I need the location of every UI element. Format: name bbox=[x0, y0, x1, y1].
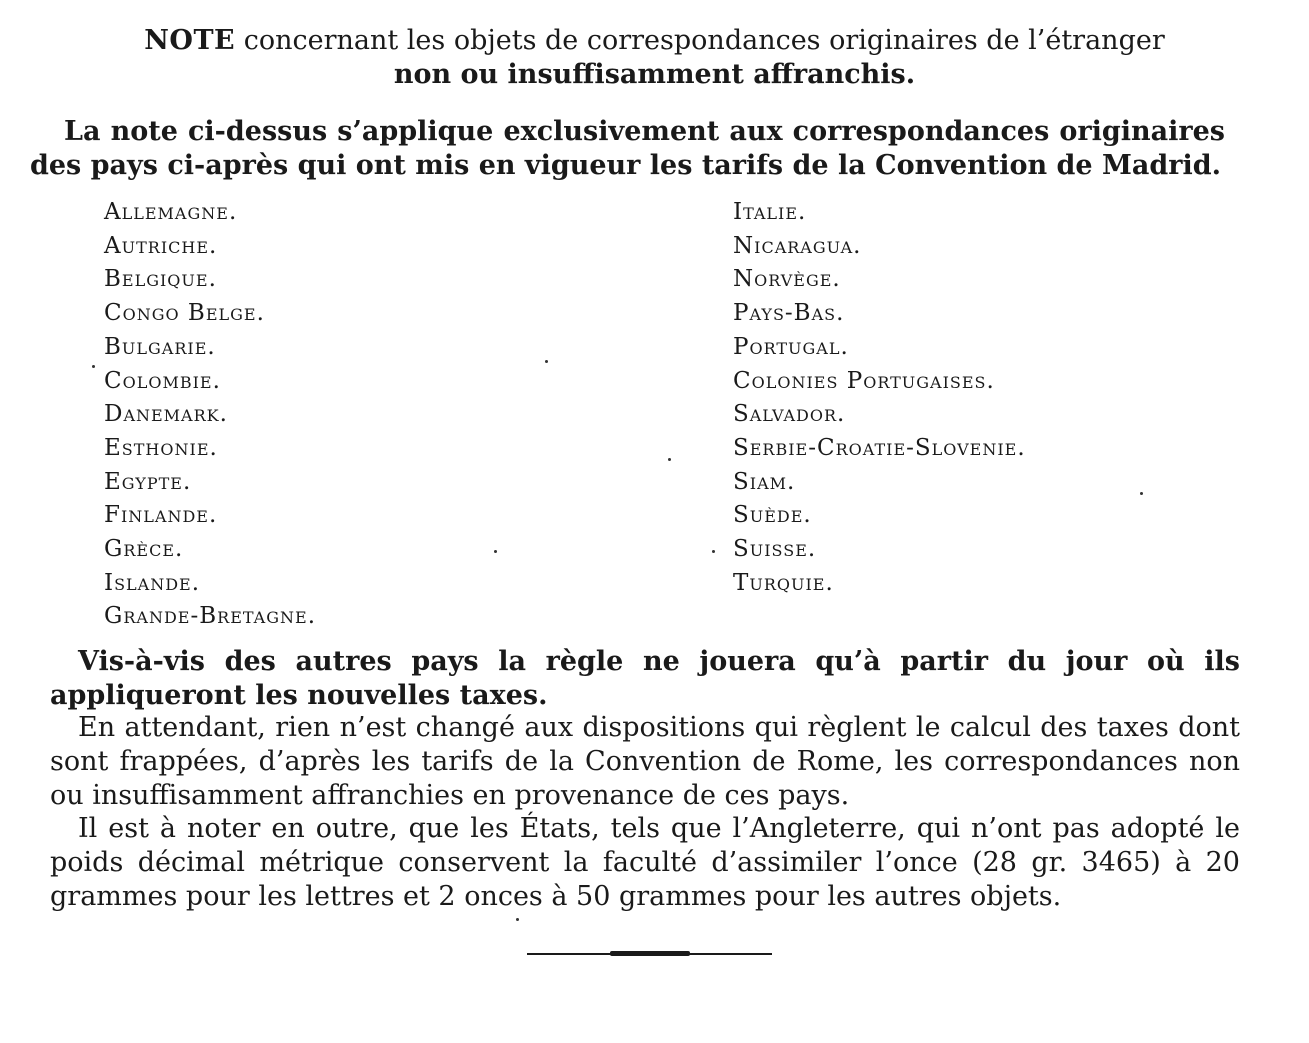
country-item: Turquie. bbox=[733, 569, 834, 596]
print-speck bbox=[1140, 492, 1143, 495]
country-item: Pays-Bas. bbox=[733, 300, 845, 327]
country-item: Suède. bbox=[733, 502, 812, 529]
country-item: Colonies Portugaises. bbox=[733, 367, 995, 394]
country-item: Congo Belge. bbox=[104, 300, 265, 327]
country-list-right bbox=[733, 196, 1026, 600]
print-speck bbox=[545, 360, 548, 363]
country-item: Colombie. bbox=[104, 367, 221, 394]
country-item: Islande. bbox=[104, 569, 201, 596]
country-item: Grande-Bretagne. bbox=[104, 603, 317, 630]
country-item: Allemagne. bbox=[104, 199, 238, 225]
country-item: Nicaragua. bbox=[733, 232, 862, 259]
note-title-text: concernant les objets de correspondances originaires de l’étranger bbox=[235, 25, 1165, 56]
note-title-line-1 bbox=[0, 24, 1309, 58]
paragraph-meanwhile: En attendant, rien n’est changé aux dispositions qui règlent le calcul des taxes dont sont frappées, d’après les tarifs de la Convention de Rome, les correspondances non ou insuffisamment affranchies en provenance de ces pays. bbox=[50, 712, 1240, 811]
country-item: Egypte. bbox=[104, 468, 192, 495]
country-item: Italie. bbox=[733, 199, 807, 225]
country-item: Portugal. bbox=[733, 333, 849, 360]
country-item: Norvège. bbox=[733, 266, 841, 293]
country-item: Suisse. bbox=[733, 536, 817, 563]
print-speck bbox=[92, 365, 95, 368]
print-speck bbox=[668, 458, 671, 461]
intro-paragraph: La note ci-dessus s’applique exclusivement aux correspondances originaires des pays ci-après qui ont mis en vigueur les tarifs de la Convention de Madrid. bbox=[30, 116, 1225, 181]
country-item: Belgique. bbox=[104, 266, 217, 293]
country-item: Grèce. bbox=[104, 536, 184, 563]
country-item: Siam. bbox=[733, 468, 796, 495]
paragraph-other-countries: Vis-à-vis des autres pays la règle ne jouera qu’à partir du jour où ils appliqueront les nouvelles taxes. bbox=[50, 646, 1240, 711]
country-item: Bulgarie. bbox=[104, 333, 216, 360]
print-speck bbox=[516, 918, 519, 921]
paragraph-ounce-note: Il est à noter en outre, que les États, tels que l’Angleterre, qui n’ont pas adopté le poids décimal métrique conservent la faculté d’assimiler l’once (28 gr. 3465) à 20 grammes pour les lettres et 2 onces à 50 grammes pour les autres objets. bbox=[50, 813, 1240, 912]
closing-rule-center bbox=[610, 951, 690, 956]
print-speck bbox=[712, 550, 715, 553]
country-list-left bbox=[104, 196, 316, 634]
country-item: Esthonie. bbox=[104, 434, 218, 461]
country-item: Danemark. bbox=[104, 401, 228, 428]
country-item: Autriche. bbox=[104, 232, 218, 259]
country-item: Serbie-Croatie-Slovenie. bbox=[733, 434, 1026, 461]
country-item: Finlande. bbox=[104, 502, 218, 529]
country-item: Salvador. bbox=[733, 401, 846, 428]
print-speck bbox=[494, 550, 497, 553]
note-label: NOTE bbox=[144, 25, 236, 56]
note-title-line-2: non ou insuffisamment affranchis. bbox=[393, 59, 916, 90]
